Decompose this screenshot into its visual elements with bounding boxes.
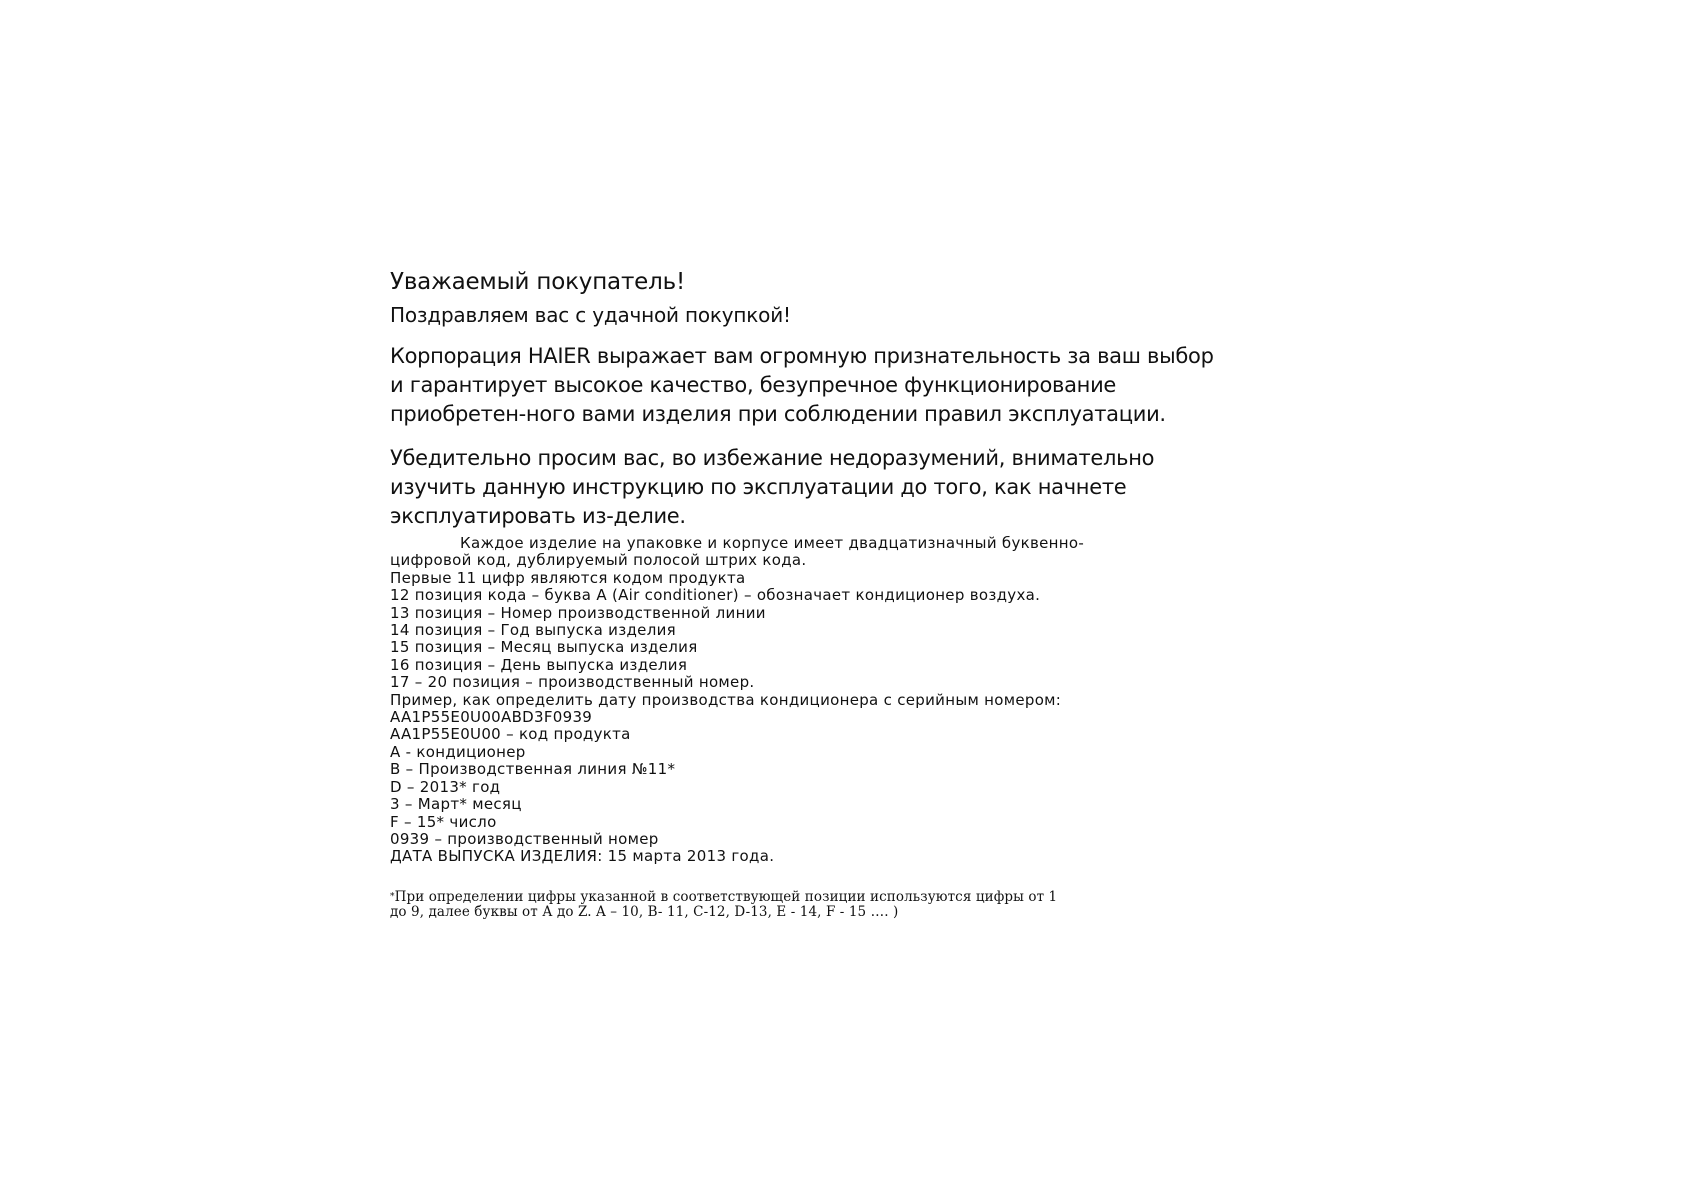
serial-line: Первые 11 цифр являются кодом продукта (390, 568, 746, 587)
serial-example-line: B – Производственная линия №11* (390, 760, 676, 779)
footnote-marker: * (390, 891, 395, 902)
serial-line: 13 позиция – Номер производственной линии (390, 603, 766, 622)
serial-example-line: A - кондиционер (390, 742, 526, 761)
serial-example-line: Пример, как определить дату производства кондиционера с серийным номером: (390, 690, 1062, 709)
paragraph-gratitude: Корпорация HAIER выражает вам огромную признательность за ваш выбор и гарантирует высокое качество, безупречное функционирование приобретен-ного вами изделия при соблюдении правил эксплуатации. (390, 344, 1214, 426)
serial-line: 15 позиция – Месяц выпуска изделия (390, 638, 698, 657)
congratulations-line: Поздравляем вас с удачной покупкой! (390, 303, 791, 327)
greeting-heading: Уважаемый покупатель! (390, 269, 685, 295)
footnote-line-2: до 9, далее буквы от А до Z. A – 10, B- 11, C-12, D-13, E - 14, F - 15 …. ) (390, 903, 899, 920)
footnote-text-1: При определении цифры указанной в соответствующей позиции используются цифры от 1 (394, 888, 1058, 905)
serial-example-line: AA1P55E0U00 – код продукта (390, 725, 631, 744)
serial-example-line: D – 2013* год (390, 777, 501, 796)
serial-example-code: AA1P55E0U00ABD3F0939 (390, 708, 593, 727)
footnote (390, 890, 1230, 920)
serial-line: 14 позиция – Год выпуска изделия (390, 621, 676, 640)
document-content (390, 268, 1230, 920)
serial-example-line: 3 – Март* месяц (390, 795, 522, 814)
serial-example-line: F – 15* число (390, 812, 497, 831)
serial-line: 12 позиция кода – буква А (Air conditioner) – обозначает кондиционер воздуха. (390, 586, 1041, 605)
manufacture-date-line: ДАТА ВЫПУСКА ИЗДЕЛИЯ: 15 марта 2013 года. (390, 847, 775, 866)
serial-intro-line-1: Каждое изделие на упаковке и корпусе имеет двадцатизначный буквенно- (460, 534, 1085, 552)
serial-code-explanation (390, 535, 1230, 866)
serial-line: 16 позиция – День выпуска изделия (390, 655, 688, 674)
serial-line: 17 – 20 позиция – производственный номер. (390, 673, 755, 692)
serial-example-line: 0939 – производственный номер (390, 829, 659, 848)
serial-intro-line-2: цифровой код, дублируемый полосой штрих кода. (390, 551, 807, 570)
footnote-line-1 (390, 890, 1230, 905)
paragraph-instructions-request: Убедительно просим вас, во избежание недоразумений, внимательно изучить данную инструкцию по эксплуатации до того, как начнете эксплуатировать из-делие. (390, 446, 1155, 528)
